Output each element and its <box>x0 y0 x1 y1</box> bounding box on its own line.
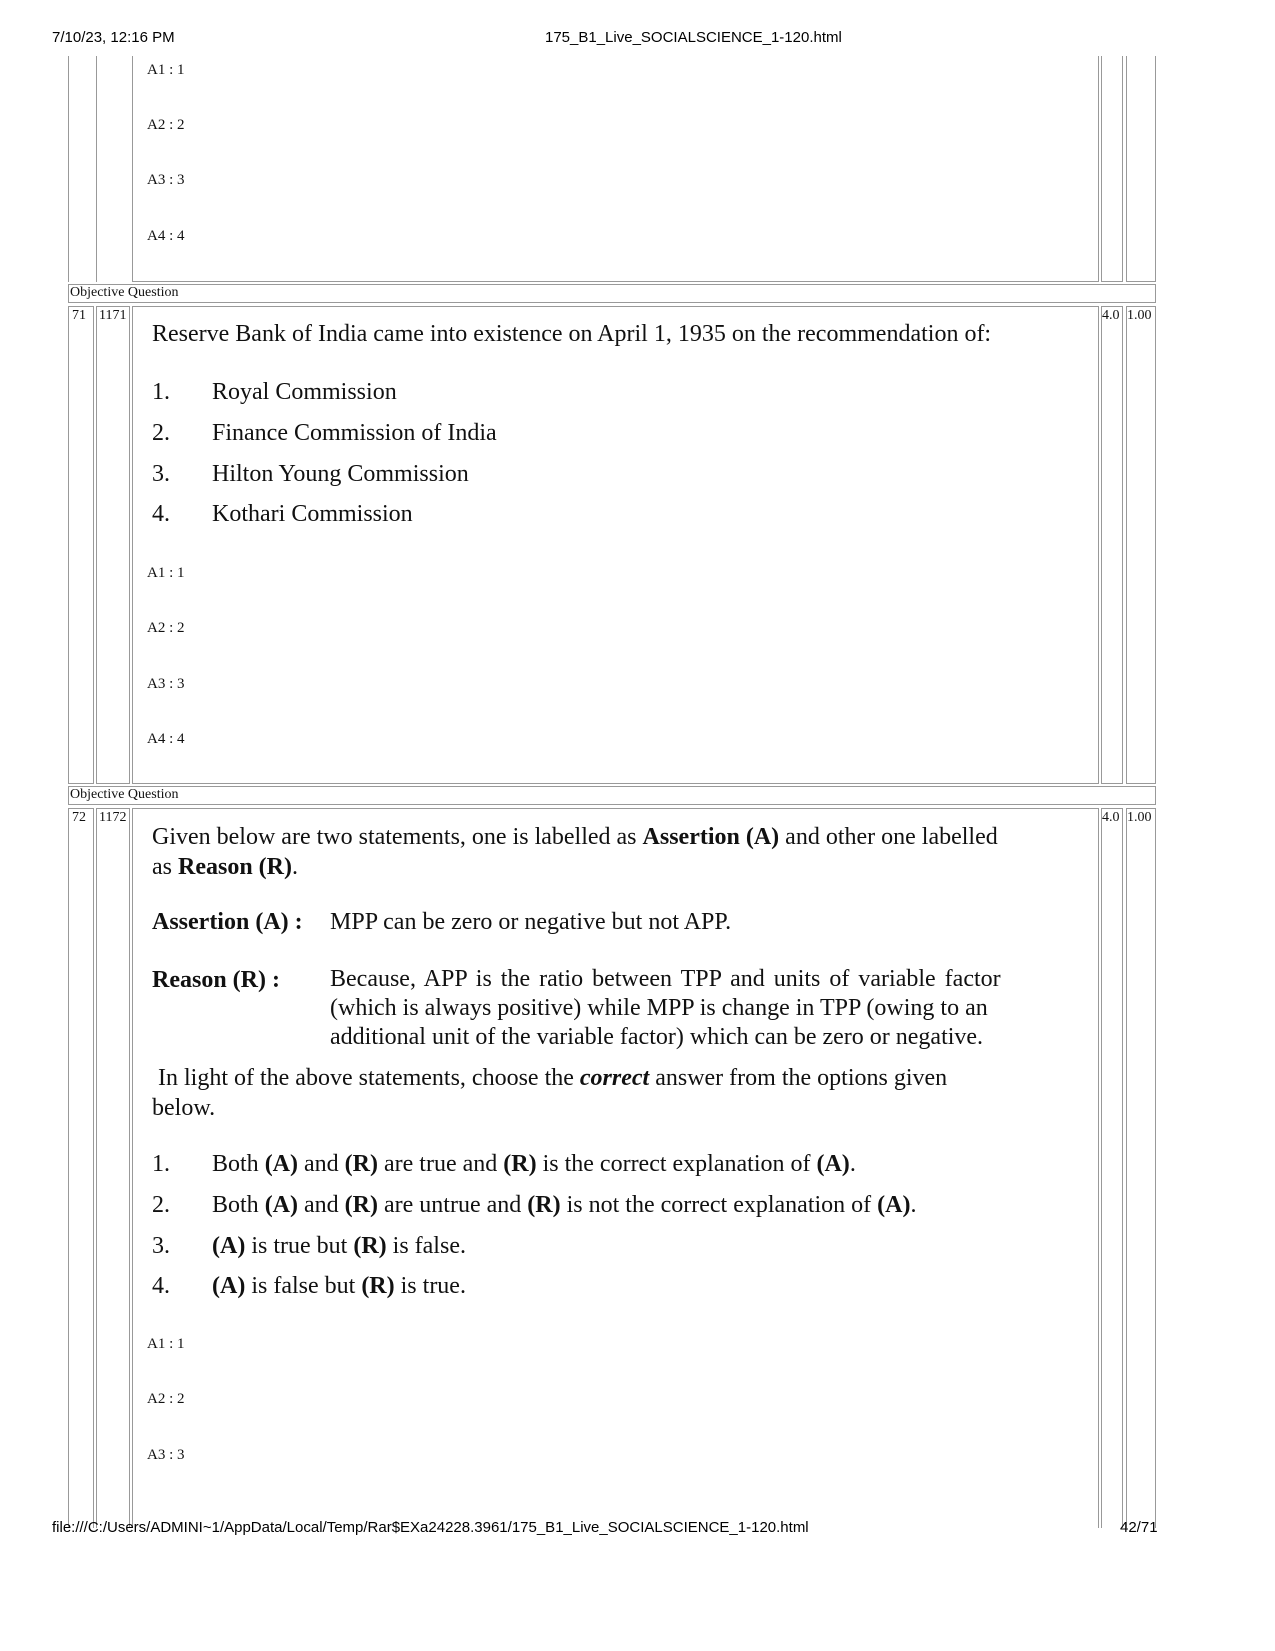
reason-line-1: Because, APP is the ratio between TPP and units of variable factor <box>330 966 1001 992</box>
print-datetime: 7/10/23, 12:16 PM <box>52 29 175 46</box>
option-text: Kothari Commission <box>212 501 413 527</box>
option-number: 4. <box>152 1273 170 1299</box>
reason-text <box>330 965 1001 1052</box>
prev-marks-cell <box>1101 56 1123 282</box>
answer-1: A1 : 1 <box>147 565 185 581</box>
table-border <box>68 56 69 282</box>
option-number: 3. <box>152 1233 170 1259</box>
question-id: 1172 <box>99 810 127 825</box>
instruction-line-2: below. <box>152 1095 216 1121</box>
option-number: 1. <box>152 1151 170 1177</box>
prev-answer-2: A2 : 2 <box>147 117 185 133</box>
marks-value: 4.0 <box>1102 308 1120 323</box>
option-text: (A) is false but (R) is true. <box>212 1273 466 1299</box>
option-text: Royal Commission <box>212 379 397 405</box>
prev-negative-cell <box>1126 56 1156 282</box>
marks-value: 4.0 <box>1102 810 1120 825</box>
option-number: 1. <box>152 379 170 405</box>
marks-cell <box>1101 306 1123 784</box>
question-id: 1171 <box>99 308 127 323</box>
answer-4: A4 : 4 <box>147 731 185 747</box>
assertion-text: MPP can be zero or negative but not APP. <box>330 909 732 935</box>
question-text: Reserve Bank of India came into existence on April 1, 1935 on the recommendation of: <box>152 321 992 347</box>
question-serial: 71 <box>72 308 86 323</box>
answer-2: A2 : 2 <box>147 620 185 636</box>
option-number: 2. <box>152 1192 170 1218</box>
section-label: Objective Question <box>70 285 179 300</box>
prev-answer-1: A1 : 1 <box>147 62 185 78</box>
reason-line-3: additional unit of the variable factor) which can be zero or negative. <box>330 1024 984 1050</box>
option-text: Both (A) and (R) are true and (R) is the correct explanation of (A). <box>212 1151 856 1177</box>
option-number: 4. <box>152 501 170 527</box>
page-number: 42/71 <box>1120 1519 1158 1536</box>
instruction-line-1: In light of the above statements, choose the correct answer from the options given <box>158 1065 948 1091</box>
negative-value: 1.00 <box>1127 308 1152 323</box>
negative-value: 1.00 <box>1127 810 1152 825</box>
prev-question-content-cell <box>132 56 1099 282</box>
option-3 <box>0 1231 1000 1261</box>
reason-line-2: (which is always positive) while MPP is change in TPP (owing to an <box>330 995 988 1021</box>
reason-label: Reason (R) : <box>152 967 280 993</box>
answer-3: A3 : 3 <box>147 676 185 692</box>
question-intro-line-2: as Reason (R). <box>152 854 298 880</box>
negative-cell <box>1126 306 1156 784</box>
section-label-row <box>68 284 1156 303</box>
answer-1: A1 : 1 <box>147 1336 185 1352</box>
table-border <box>96 56 97 282</box>
prev-answer-3: A3 : 3 <box>147 172 185 188</box>
option-text: Both (A) and (R) are untrue and (R) is not the correct explanation of (A). <box>212 1192 917 1218</box>
assertion-label: Assertion (A) : <box>152 909 303 935</box>
option-1 <box>0 377 1000 407</box>
question-serial: 72 <box>72 810 86 825</box>
instruction-text <box>152 1063 1052 1123</box>
question-intro <box>152 822 1052 882</box>
answer-3: A3 : 3 <box>147 1447 185 1463</box>
prev-answer-4: A4 : 4 <box>147 228 185 244</box>
question-intro-line-1: Given below are two statements, one is labelled as Assertion (A) and other one labelled <box>152 824 998 850</box>
option-text: (A) is true but (R) is false. <box>212 1233 466 1259</box>
section-label-row <box>68 786 1156 805</box>
answer-2: A2 : 2 <box>147 1391 185 1407</box>
option-4 <box>0 1271 1000 1301</box>
negative-cell <box>1126 808 1156 1528</box>
option-text: Finance Commission of India <box>212 420 497 446</box>
option-3 <box>0 459 1000 489</box>
option-2 <box>0 1190 1000 1220</box>
option-text: Hilton Young Commission <box>212 461 469 487</box>
option-1 <box>0 1149 1000 1179</box>
section-label: Objective Question <box>70 787 179 802</box>
option-4 <box>0 499 1000 529</box>
option-number: 2. <box>152 420 170 446</box>
option-2 <box>0 418 1000 448</box>
option-number: 3. <box>152 461 170 487</box>
marks-cell <box>1101 808 1123 1528</box>
print-file-path: file:///C:/Users/ADMINI~1/AppData/Local/Temp/Rar$EXa24228.3961/175_B1_Live_SOCIALSCIENCE_1-120.html <box>52 1519 809 1536</box>
print-title: 175_B1_Live_SOCIALSCIENCE_1-120.html <box>545 29 842 46</box>
